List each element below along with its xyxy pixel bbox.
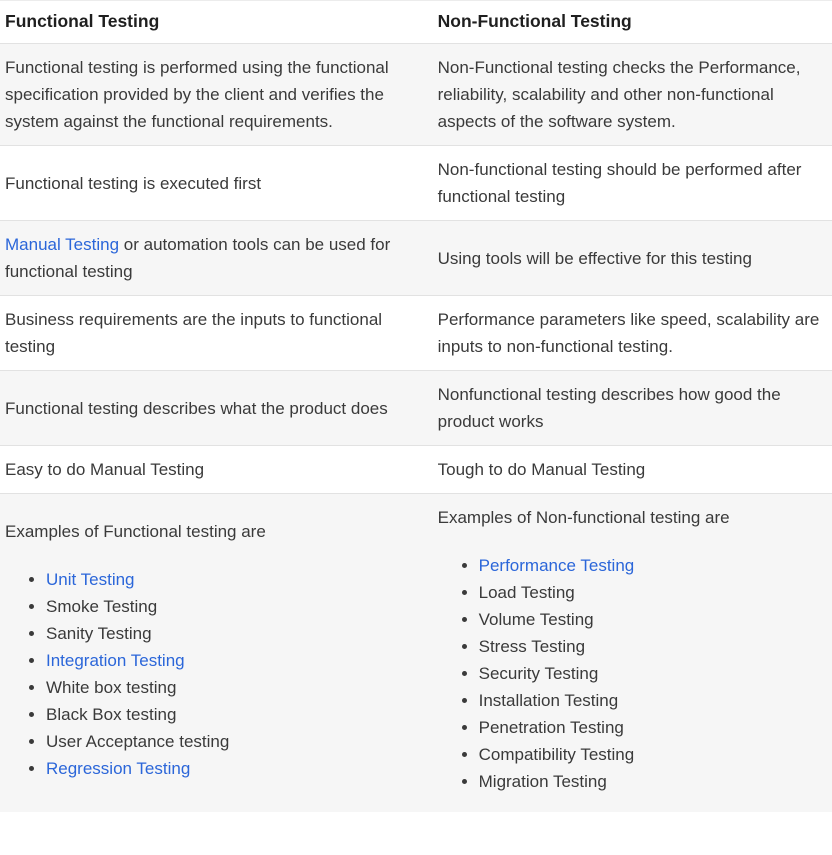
cell-paragraph <box>5 456 425 483</box>
list-item <box>479 633 824 660</box>
list-item-text: Stress Testing <box>478 637 586 656</box>
cell-nonfunctional <box>433 371 832 446</box>
testing-examples-list <box>438 552 824 795</box>
list-item-text: Black Box testing <box>46 704 177 724</box>
text-segment: Examples of Non-functional testing are <box>437 508 730 527</box>
cell-paragraph <box>438 245 824 272</box>
cell-functional <box>0 221 433 296</box>
cell-paragraph <box>438 381 824 435</box>
list-item <box>479 660 824 687</box>
list-item-text: Volume Testing <box>478 610 594 629</box>
cell-paragraph <box>5 518 425 545</box>
cell-nonfunctional <box>433 446 832 494</box>
cell-functional <box>0 371 433 446</box>
cell-paragraph <box>5 54 425 135</box>
text-segment: Functional testing is performed using the functional specification provided by the client and verifies the system against the functional requirements. <box>5 58 389 131</box>
cell-functional <box>0 146 433 221</box>
list-item-text: Penetration Testing <box>478 718 624 737</box>
text-segment: Non-Functional testing checks the Performance, reliability, scalability and other non-functional aspects of the software system. <box>437 58 801 131</box>
header-row <box>0 1 832 44</box>
cell-nonfunctional <box>433 494 832 813</box>
table-row <box>0 371 832 446</box>
list-item <box>46 755 425 782</box>
list-item <box>479 768 824 795</box>
table-row <box>0 221 832 296</box>
list-item-text: Compatibility Testing <box>478 745 635 764</box>
header-functional-testing: Functional Testing <box>0 1 433 44</box>
list-item <box>479 579 824 606</box>
text-segment: Functional testing describes what the product does <box>5 398 388 418</box>
list-item-text: White box testing <box>46 677 177 697</box>
list-item <box>479 687 824 714</box>
cell-paragraph <box>5 395 425 422</box>
list-item <box>46 674 425 701</box>
text-segment: Using tools will be effective for this testing <box>437 248 752 268</box>
comparison-table-head <box>0 1 832 44</box>
text-segment: Non-functional testing should be performed after functional testing <box>437 160 802 206</box>
cell-paragraph <box>438 156 824 210</box>
comparison-table-body <box>0 44 832 813</box>
text-segment: Performance parameters like speed, scalability are inputs to non-functional testing. <box>437 310 820 356</box>
cell-paragraph <box>5 170 425 197</box>
list-item <box>46 566 425 593</box>
text-segment: Functional testing is executed first <box>5 173 262 193</box>
list-item-text: User Acceptance testing <box>46 731 230 751</box>
list-item <box>479 741 824 768</box>
cell-functional <box>0 296 433 371</box>
cell-paragraph <box>438 54 824 135</box>
list-item <box>46 620 425 647</box>
table-row <box>0 296 832 371</box>
cell-paragraph <box>5 306 425 360</box>
list-item-text: Installation Testing <box>478 691 619 710</box>
table-row <box>0 44 832 146</box>
list-item-text: Migration Testing <box>478 772 607 791</box>
list-item-text: Smoke Testing <box>46 596 158 616</box>
cell-functional <box>0 44 433 146</box>
table-row <box>0 494 832 813</box>
cell-paragraph <box>5 231 425 285</box>
table-row <box>0 146 832 221</box>
list-item <box>46 647 425 674</box>
text-segment: or automation tools can be used for functional testing <box>5 235 391 281</box>
text-segment: Business requirements are the inputs to functional testing <box>5 310 383 356</box>
list-item <box>479 552 824 579</box>
list-item-link[interactable]: Regression Testing <box>46 758 191 778</box>
cell-nonfunctional <box>433 296 832 371</box>
header-non-functional-testing: Non-Functional Testing <box>433 1 832 44</box>
list-item <box>479 714 824 741</box>
cell-functional <box>0 446 433 494</box>
cell-paragraph <box>438 306 824 360</box>
table-row <box>0 446 832 494</box>
cell-nonfunctional <box>433 44 832 146</box>
list-item-text: Sanity Testing <box>46 623 152 643</box>
list-item <box>479 606 824 633</box>
text-segment: Examples of Functional testing are <box>5 521 266 541</box>
list-item-text: Load Testing <box>478 583 575 602</box>
list-item-link[interactable]: Performance Testing <box>478 556 635 575</box>
list-item <box>46 728 425 755</box>
cell-nonfunctional <box>433 146 832 221</box>
text-segment: Easy to do Manual Testing <box>5 460 205 479</box>
list-item <box>46 593 425 620</box>
text-segment: Tough to do Manual Testing <box>437 460 646 479</box>
cell-nonfunctional <box>433 221 832 296</box>
list-item-link[interactable]: Unit Testing <box>46 569 135 589</box>
cell-functional <box>0 494 433 813</box>
text-segment: Nonfunctional testing describes how good the product works <box>437 385 781 431</box>
list-item-link[interactable]: Integration Testing <box>46 650 185 670</box>
testing-examples-list <box>5 566 425 782</box>
inline-link[interactable]: Manual Testing <box>5 235 120 254</box>
list-item <box>46 701 425 728</box>
cell-paragraph <box>438 456 824 483</box>
cell-paragraph <box>438 504 824 531</box>
list-item-text: Security Testing <box>478 664 599 683</box>
